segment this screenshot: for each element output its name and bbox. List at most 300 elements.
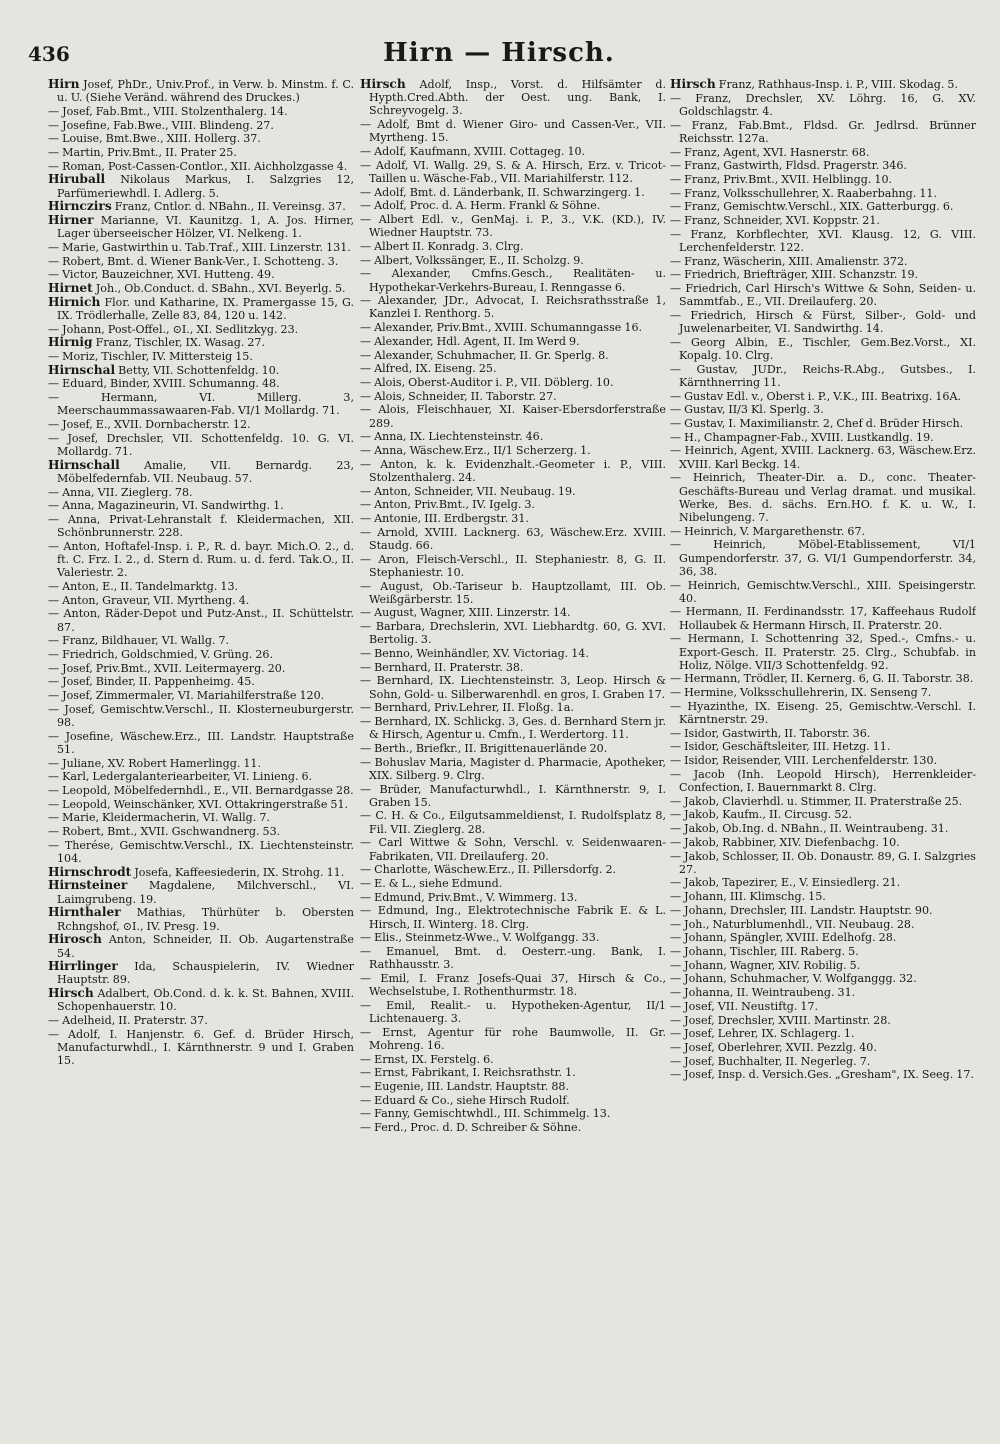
directory-entry (670, 214, 976, 227)
directory-entry (670, 1000, 976, 1013)
entry-text: — Elis., Steinmetz-Wwe., V. Wolfgangg. 33. (360, 931, 600, 945)
directory-entry (360, 620, 666, 646)
directory-entry (48, 432, 354, 458)
directory-entry (360, 376, 666, 389)
directory-entry (48, 866, 354, 879)
entry-text: — Marie, Kleidermacherin, VI. Wallg. 7. (48, 811, 270, 825)
directory-entry (670, 605, 976, 631)
entry-surname: Hirnet (48, 281, 93, 296)
entry-text: — Gustav Edl. v., Oberst i. P., V.K., III. Beatrixg. 16A. (670, 389, 962, 403)
directory-entry (670, 471, 976, 524)
entry-text: — Heinrich, Agent, XVIII. Lacknerg. 63, Wäschew.Erz. XVIII. Karl Beckg. 14. (670, 444, 976, 471)
directory-entry (48, 418, 354, 431)
directory-entry (48, 105, 354, 118)
directory-entry (360, 863, 666, 876)
entry-text: — Edmund, Ing., Elektrotechnische Fabrik E. & L. Hirsch, II. Winterg. 18. Clrg. (360, 904, 666, 931)
entry-text: — Therése, Gemischtw.Verschl., IX. Liechtensteinstr. 104. (48, 838, 354, 866)
directory-entry (48, 839, 354, 865)
entry-text: — Isidor, Reisender, VIII. Lerchenfelderstr. 130. (670, 754, 938, 768)
directory-entry (360, 1053, 666, 1066)
directory-entry (670, 119, 976, 145)
entry-text: — Robert, Bmt., XVII. Gschwandnerg. 53. (48, 825, 281, 839)
directory-entry (360, 945, 666, 971)
entry-surname: Hirsch (360, 78, 406, 91)
directory-entry (670, 890, 976, 903)
directory-entry (48, 391, 354, 417)
entry-text: — Eduard, Binder, XVIII. Schumanng. 48. (48, 377, 280, 391)
entry-text: — Alexander, Priv.Bmt., XVIII. Schumanngasse 16. (360, 321, 643, 335)
directory-entry (48, 960, 354, 986)
directory-entry (48, 1014, 354, 1027)
entry-text: — E. & L., siehe Edmund. (360, 876, 503, 890)
entry-text: — Berth., Briefkr., II. Brigittenauerlände 20. (360, 741, 608, 755)
directory-entry (670, 945, 976, 958)
entry-text: — Barbara, Drechslerin, XVI. Liebhardtg. 60, G. XVI. Bertolig. 3. (360, 620, 666, 647)
entry-text: — Brüder, Manufacturwhdl., I. Kärnthnerstr. 9, I. Graben 15. (360, 782, 666, 809)
entry-surname: Hirner (48, 213, 94, 228)
directory-entry (48, 200, 354, 213)
directory-entry (360, 294, 666, 320)
entry-text: — Hermann, I. Schottenring 32, Sped.-, Cmfns.- u. Export-Gesch. II. Praterstr. 25. Clrg., Schubfab. in Holiz, Nölge. VII/3 Schottenfeldg. 92. (670, 632, 976, 672)
entry-text: — Antonie, III. Erdbergstr. 31. (360, 512, 529, 525)
entry-text: — Ferd., Proc. d. D. Schreiber & Söhne. (360, 1121, 582, 1135)
directory-entry (360, 674, 666, 700)
entry-text: Ida, Schauspielerin, IV. Wiedner Hauptstr. 89. (57, 960, 354, 987)
entry-text: — Josef, Priv.Bmt., XVII. Leitermayerg. 20. (48, 661, 286, 675)
entry-text: Nikolaus Markus, I. Salzgries 12, Parfümeriewhdl. I. Adlerg. 5. (57, 173, 354, 200)
entry-text: — Benno, Weinhändler, XV. Victoriag. 14. (360, 647, 589, 661)
directory-entry (360, 430, 666, 443)
entry-surname: Hirnczirs (48, 199, 112, 214)
directory-entry (360, 199, 666, 212)
directory-entry (670, 78, 976, 91)
directory-entry (670, 187, 976, 200)
directory-entry (360, 756, 666, 782)
entry-text: Amalie, VII. Bernardg. 23, Möbelfedernfab. VII. Neubaug. 57. (57, 458, 354, 485)
entry-surname: Hirn (48, 78, 80, 91)
directory-entry (48, 906, 354, 932)
directory-entry (48, 798, 354, 811)
entry-text: Franz, Rathhaus-Insp. i. P., VIII. Skodag. 5. (718, 78, 959, 91)
entry-text: — August, Ob.-Tariseur b. Hauptzollamt, III. Ob. Weißgärberstr. 15. (360, 579, 666, 606)
entry-text: — Josef, Gemischtw.Verschl., II. Klosterneuburgerstr. 98. (48, 702, 354, 730)
directory-entry (360, 809, 666, 835)
entry-text: — Alois, Fleischhauer, XI. Kaiser-Ebersdorferstraße 289. (360, 403, 666, 430)
directory-entry (670, 700, 976, 726)
directory-entry (360, 1066, 666, 1079)
directory-entry (670, 972, 976, 985)
directory-entry (48, 594, 354, 607)
entry-text: — Eduard & Co., siehe Hirsch Rudolf. (360, 1093, 570, 1107)
entry-surname: Hirnschall (48, 457, 120, 472)
directory-entry (48, 282, 354, 295)
entry-text: — Anton, Priv.Bmt., IV. Igelg. 3. (360, 498, 535, 512)
entry-surname: Hirsch (48, 986, 94, 1001)
directory-entry (360, 118, 666, 144)
entry-text: — Louise, Bmt.Bwe., XIII. Hollerg. 37. (48, 132, 261, 146)
entry-text: — Alexander, Hdl. Agent, II. Im Werd 9. (360, 334, 580, 348)
directory-entry (670, 632, 976, 672)
entry-text: — C. H. & Co., Eilgutsammeldienst, I. Rudolfsplatz 8, Fil. VII. Zieglerg. 28. (360, 809, 666, 836)
directory-entry (360, 891, 666, 904)
entry-text: — Leopold, Möbelfedernhdl., E., VII. Bernardgasse 28. (48, 784, 354, 798)
entry-text: — Anna, Wäschew.Erz., II/1 Scherzerg. 1. (360, 443, 591, 457)
directory-entry (670, 822, 976, 835)
directory-entry (670, 268, 976, 281)
entry-text: — Carl Wittwe & Sohn, Verschl. v. Seidenwaaren-Fabrikaten, VII. Dreilauferg. 20. (360, 836, 666, 863)
directory-entry (670, 931, 976, 944)
directory-entry (670, 959, 976, 972)
entry-text: — Franz, Bildhauer, VI. Wallg. 7. (48, 634, 230, 648)
directory-entry (670, 579, 976, 605)
directory-entry (670, 159, 976, 172)
entry-text: — Charlotte, Wäschew.Erz., II. Pillersdorfg. 2. (360, 863, 617, 877)
entry-text: — Heinrich, Möbel-Etablissement, VI/1 Gumpendorferstr. 37, G. VI/1 Gumpendorferstr. 34, 36, 38. (670, 538, 976, 578)
directory-entry (48, 540, 354, 580)
directory-entry (670, 1027, 976, 1040)
entry-text: — Josef, E., XVII. Dornbacherstr. 12. (48, 418, 251, 432)
entry-text: — Bohuslav Maria, Magister d. Pharmacie, Apotheker, XIX. Silberg. 9. Clrg. (360, 755, 666, 782)
entry-text: — Josef, Drechsler, XVIII. Martinstr. 28. (670, 1013, 891, 1027)
entry-text: — Josef, Drechsler, VII. Schottenfeldg. 10. G. VI. Mollardg. 71. (48, 431, 354, 458)
entry-text: — Gustav, JUDr., Reichs-R.Abg., Gutsbes., I. Kärnthnerring 11. (670, 362, 976, 389)
entry-text: — Josef, Buchhalter, II. Negerleg. 7. (670, 1054, 871, 1068)
entry-text: — Bernhard, IX. Liechtensteinstr. 3, Leop. Hirsch & Sohn, Gold- u. Silberwarenhdl. en gros, I. Graben 17. (360, 674, 666, 701)
directory-entry (670, 986, 976, 999)
entry-text: — Friedrich, Goldschmied, V. Grüng. 26. (48, 648, 274, 662)
directory-entry (670, 538, 976, 578)
directory-entry (360, 78, 666, 118)
entry-text: — Josefine, Wäschew.Erz., III. Landstr. Hauptstraße 51. (48, 729, 354, 756)
entry-surname: Hirnig (48, 335, 93, 350)
entry-text: — Anton, Räder-Depot und Putz-Anst., II. Schüttelstr. 87. (48, 607, 354, 634)
directory-entry (360, 254, 666, 267)
entry-text: — Josef, Binder, II. Pappenheimg. 45. (48, 675, 255, 689)
entry-text: — Anna, IX. Liechtensteinstr. 46. (360, 430, 544, 444)
entry-text: — Franz, Korbflechter, XVI. Klausg. 12, G. VIII. Lerchenfelderstr. 122. (670, 227, 976, 254)
directory-entry (360, 213, 666, 239)
directory-entry (48, 811, 354, 824)
entry-text: — Josef, VII. Neustiftg. 17. (670, 999, 819, 1013)
entry-text: — Adelheid, II. Praterstr. 37. (48, 1014, 208, 1028)
directory-entry (360, 1080, 666, 1093)
entry-text: Franz, Cntlor. d. NBahn., II. Vereinsg. 37. (114, 200, 346, 214)
directory-entry (48, 825, 354, 838)
directory-entry (670, 1055, 976, 1068)
directory-entry (360, 877, 666, 890)
directory-entry (48, 689, 354, 702)
directory-entry (360, 444, 666, 457)
directory-entry (360, 1026, 666, 1052)
directory-entry (360, 458, 666, 484)
directory-entry (360, 999, 666, 1025)
directory-entry (670, 403, 976, 416)
directory-entry (48, 784, 354, 797)
directory-entry (360, 904, 666, 930)
entry-text: — Edmund, Priv.Bmt., V. Wimmerg. 13. (360, 890, 578, 904)
entry-text: — August, Wagner, XIII. Linzerstr. 14. (360, 606, 571, 620)
directory-entry (670, 876, 976, 889)
directory-entry (670, 363, 976, 389)
entry-text: — Josef, Lehrer, IX. Schlagerg. 1. (670, 1027, 855, 1041)
entry-text: — Adolf, Kaufmann, XVIII. Cottageg. 10. (360, 145, 586, 159)
entry-text: — Heinrich, Gemischtw.Verschl., XIII. Speisingerstr. 40. (670, 578, 976, 605)
entry-text: — Franz, Gemischtw.Verschl., XIX. Gatterburgg. 6. (670, 200, 954, 214)
entry-text: — Hermine, Volksschullehrerin, IX. Senseng 7. (670, 686, 932, 700)
directory-entry (360, 1094, 666, 1107)
entry-text: — Johann, III. Klimschg. 15. (670, 890, 826, 904)
directory-entry (360, 1107, 666, 1120)
directory-entry (360, 240, 666, 253)
column-left (48, 78, 354, 1428)
directory-entry (670, 173, 976, 186)
entry-text: — Anton, Graveur, VII. Myrtheng. 4. (48, 593, 250, 607)
directory-entry (670, 336, 976, 362)
directory-entry (670, 740, 976, 753)
entry-surname: Hirsch (670, 78, 716, 91)
directory-entry (670, 255, 976, 268)
entry-surname: Hirnschal (48, 362, 116, 377)
entry-text: — Bernhard, IX. Schlickg. 3, Ges. d. Bernhard Stern jr. & Hirsch, Agentur u. Cmfn., I. Werdertorg. 11. (360, 715, 666, 742)
directory-entry (48, 364, 354, 377)
entry-surname: Hiruball (48, 172, 106, 187)
directory-entry (360, 661, 666, 674)
entry-text: Marianne, VI. Kaunitzg. 1, A. Jos. Hirner, Lager überseeischer Hölzer, VI. Nelkeng. 1. (57, 214, 354, 241)
entry-surname: Hirrlinger (48, 959, 118, 974)
directory-entry (360, 390, 666, 403)
entry-text: — Leopold, Weinschänker, XVI. Ottakringerstraße 51. (48, 797, 349, 811)
directory-entry (670, 92, 976, 118)
directory-entry (48, 486, 354, 499)
directory-entry (360, 362, 666, 375)
entry-text: — Friedrich, Hirsch & Fürst, Silber-, Gold- und Juwelenarbeiter, VI. Sandwirthg. 14. (670, 308, 976, 336)
directory-entry (670, 146, 976, 159)
directory-entry (48, 987, 354, 1013)
directory-entry (360, 783, 666, 809)
entry-text: — Jakob, Ob.Ing. d. NBahn., II. Weintraubeng. 31. (670, 822, 949, 836)
entry-text: — Bernhard, II. Praterstr. 38. (360, 660, 524, 674)
entry-text: — Aron, Fleisch-Verschl., II. Stephaniestr. 8, G. II. Stephaniestr. 10. (360, 552, 666, 579)
entry-text: — Anton, k. k. Evidenzhalt.-Geometer i. P., VIII. Stolzenthalerg. 24. (360, 457, 666, 484)
entry-text: — Franz, Volksschullehrer, X. Raaberbahng. 11. (670, 186, 937, 200)
directory-entry (670, 727, 976, 740)
entry-text: — Josef, Insp. d. Versich.Ges. „Gresham", IX. Seeg. 17. (670, 1068, 974, 1082)
directory-entry (360, 145, 666, 158)
entry-text: — Isidor, Geschäftsleiter, III. Hetzg. 11. (670, 740, 891, 754)
directory-entry (48, 296, 354, 322)
directory-entry (48, 173, 354, 199)
directory-entry (670, 904, 976, 917)
directory-entry (48, 119, 354, 132)
entry-text: — Heinrich, V. Margarethenstr. 67. (670, 524, 866, 538)
entry-text: — Josefine, Fab.Bwe., VIII. Blindeng. 27. (48, 118, 274, 132)
directory-entry (360, 498, 666, 511)
entry-text: Magdalene, Milchverschl., VI. Laimgrubeng. 19. (57, 879, 354, 906)
directory-entry (360, 349, 666, 362)
directory-entry (48, 757, 354, 770)
entry-text: — Hermann, Trödler, II. Kernerg. 6, G. II. Taborstr. 38. (670, 672, 974, 686)
directory-entry (670, 431, 976, 444)
entry-text: — Karl, Ledergalanteriearbeiter, VI. Linieng. 6. (48, 770, 313, 784)
directory-entry (670, 1014, 976, 1027)
entry-text: — Franz, Gastwirth, Fldsd. Pragerstr. 346. (670, 159, 907, 173)
entry-text: — Adolf, VI. Wallg. 29, S. & A. Hirsch, Erz. v. Tricot-Taillen u. Wäsche-Fab., VII. Mariahilferstr. 112. (360, 158, 666, 185)
entry-text: — Emil, Realit.- u. Hypotheken-Agentur, II/1 Lichtenauerg. 3. (360, 998, 666, 1026)
directory-entry (360, 485, 666, 498)
entry-text: Josef, PhDr., Univ.Prof., in Verw. b. Minstm. f. C. u. U. (Siehe Veränd. während des Druckes.) (57, 78, 354, 105)
directory-entry (360, 931, 666, 944)
directory-entry (670, 795, 976, 808)
directory-entry (48, 241, 354, 254)
entry-text: — Fanny, Gemischtwhdl., III. Schimmelg. 13. (360, 1107, 611, 1121)
directory-entry (48, 160, 354, 173)
entry-text: — Alexander, JDr., Advocat, I. Reichsrathsstraße 1, Kanzlei I. Renthorg. 5. (360, 294, 666, 321)
entry-text: — Johann, Spängler, XVIII. Edelhofg. 28. (670, 931, 897, 945)
entry-text: Adalbert, Ob.Cond. d. k. k. St. Bahnen, XVIII. Schopenhauerstr. 10. (57, 987, 354, 1014)
entry-text: — Josef, Fab.Bmt., VIII. Stolzenthalerg. 14. (48, 104, 288, 118)
entry-text: Flor. und Katharine, IX. Pramergasse 15, G. IX. Trödlerhalle, Zelle 83, 84, 120 u. 142. (57, 295, 354, 322)
entry-text: — Hyazinthe, IX. Eiseng. 25, Gemischtw.-Verschl. I. Kärntnerstr. 29. (670, 699, 976, 727)
entry-text: — Jakob, Tapezirer, E., V. Einsiedlerg. 21. (670, 876, 901, 890)
entry-text: — Josef, Zimmermaler, VI. Mariahilferstraße 120. (48, 689, 325, 703)
entry-text: — Johann, Tischler, III. Raberg. 5. (670, 945, 859, 958)
directory-entry (670, 836, 976, 849)
directory-entry (48, 132, 354, 145)
directory-entry (360, 715, 666, 741)
directory-entry (360, 403, 666, 429)
directory-entry (360, 836, 666, 862)
directory-entry (670, 282, 976, 308)
directory-entry (48, 1028, 354, 1068)
entry-text: — Franz, Fab.Bmt., Fldsd. Gr. Jedlrsd. Brünner Reichsstr. 127a. (670, 118, 976, 145)
entry-text: Josefa, Kaffeesiederin, IX. Strohg. 11. (134, 865, 345, 879)
entry-text: — Albert II. Konradg. 3. Clrg. (360, 239, 524, 253)
entry-text: Betty, VII. Schottenfeldg. 10. (118, 363, 280, 377)
directory-entry (360, 267, 666, 293)
entry-surname: Hirnthaler (48, 905, 121, 920)
directory-entry (48, 377, 354, 390)
directory-entry (670, 686, 976, 699)
entry-text: — Johann, Drechsler, III. Landstr. Hauptstr. 90. (670, 903, 933, 917)
directory-entry (48, 323, 354, 336)
entry-text: — Franz, Drechsler, XV. Löhrg. 16, G. XV. Goldschlagstr. 4. (670, 91, 976, 118)
entry-text: — Johann, Schuhmacher, V. Wolfganggg. 32. (670, 972, 917, 986)
page-number: 436 (28, 42, 70, 66)
entry-text: — Alexander, Cmfns.Gesch., Realitäten- u. Hypothekar-Verkehrs-Bureau, I. Renngasse 6. (360, 267, 666, 294)
directory-entry (48, 513, 354, 539)
directory-entry (48, 662, 354, 675)
entry-text: — Friedrich, Carl Hirsch's Wittwe & Sohn, Seiden- u. Sammtfab., E., VII. Dreilauferg. 20. (670, 282, 976, 309)
entry-text: — Jakob, Clavierhdl. u. Stimmer, II. Praterstraße 25. (670, 794, 963, 808)
entry-text: — Johanna, II. Weintraubeng. 31. (670, 986, 856, 1000)
entry-text: — Anna, Privat-Lehranstalt f. Kleidermachen, XII. Schönbrunnerstr. 228. (48, 513, 354, 540)
entry-text: — Emanuel, Bmt. d. Oesterr.-ung. Bank, I. Rathhausstr. 3. (360, 945, 666, 972)
entry-text: — Joh., Naturblumenhdl., VII. Neubaug. 28. (670, 917, 915, 931)
directory-entry (670, 525, 976, 538)
entry-text: — Martin, Priv.Bmt., II. Prater 25. (48, 146, 237, 160)
directory-entry (48, 730, 354, 756)
entry-text: Joh., Ob.Conduct. d. SBahn., XVI. Beyerlg. 5. (95, 282, 346, 296)
entry-text: — Adolf, I. Hanjenstr. 6. Gef. d. Brüder Hirsch, Manufacturwhdl., I. Kärnthnerstr. 9 und I. Graben 15. (48, 1027, 354, 1068)
directory-entry (360, 159, 666, 185)
entry-text: — Ernst, IX. Ferstelg. 6. (360, 1052, 494, 1066)
column-middle (360, 78, 666, 1428)
entry-text: — H., Champagner-Fab., XVIII. Lustkandlg. 19. (670, 430, 934, 444)
entry-text: — Josef, Oberlehrer, XVII. Pezzlg. 40. (670, 1040, 877, 1054)
entry-text: — Jacob (Inh. Leopold Hirsch), Herrenkleider-Confection, I. Bauernmarkt 8. Clrg. (670, 767, 976, 795)
entry-surname: Hirosch (48, 932, 102, 947)
entry-surname: Hirnschrodt (48, 864, 132, 879)
directory-entry (48, 675, 354, 688)
directory-entry (48, 214, 354, 240)
entry-text: — Adolf, Bmt. d. Länderbank, II. Schwarzingerg. 1. (360, 185, 645, 199)
directory-entry (670, 768, 976, 794)
entry-text: — Victor, Bauzeichner, XVI. Hutteng. 49. (48, 268, 275, 282)
entry-text: — Johann, Wagner, XIV. Robilig. 5. (670, 958, 861, 972)
directory-entry (360, 512, 666, 525)
directory-entry (48, 703, 354, 729)
entry-text: — Anna, VII. Zieglerg. 78. (48, 485, 193, 499)
entry-text: — Robert, Bmt. d. Wiener Bank-Ver., I. Schotteng. 3. (48, 254, 339, 268)
entry-text: — Franz, Priv.Bmt., XVII. Helblingg. 10. (670, 172, 893, 186)
directory-entry (670, 754, 976, 767)
directory-entry (670, 417, 976, 430)
entry-text: — Anton, E., II. Tandelmarktg. 13. (48, 580, 239, 594)
entry-text: — Franz, Schneider, XVI. Koppstr. 21. (670, 214, 880, 228)
entry-text: — Alois, Oberst-Auditor i. P., VII. Döblerg. 10. (360, 375, 614, 389)
entry-surname: Hirnsteiner (48, 878, 128, 893)
directory-entry (360, 1121, 666, 1134)
directory-entry (48, 350, 354, 363)
entry-text: — Albert, Volkssänger, E., II. Scholzg. 9. (360, 253, 584, 267)
entry-text: Anton, Schneider, II. Ob. Augartenstraße 54. (57, 933, 354, 960)
directory-entry (670, 1041, 976, 1054)
entry-text: — Ernst, Agentur für rohe Baumwolle, II. Gr. Mohreng. 16. (360, 1025, 666, 1052)
directory-entry (48, 255, 354, 268)
entry-text: — Albert Edl. v., GenMaj. i. P., 3., V.K. (KD.), IV. Wiedner Hauptstr. 73. (360, 213, 666, 240)
directory-entry (360, 972, 666, 998)
directory-entry (48, 268, 354, 281)
directory-entry (670, 672, 976, 685)
entry-text: — Anna, Magazineurin, VI. Sandwirthg. 1. (48, 499, 284, 513)
entry-text: Franz, Tischler, IX. Wasag. 27. (95, 336, 266, 350)
directory-entry (360, 526, 666, 552)
directory-entry (360, 606, 666, 619)
directory-entry (360, 335, 666, 348)
entry-text: — Emil, I. Franz Josefs-Quai 37, Hirsch & Co., Wechselstube, I. Rothenthurmstr. 18. (360, 971, 666, 999)
directory-entry (48, 499, 354, 512)
directory-entry (670, 1068, 976, 1081)
directory-entry (670, 918, 976, 931)
directory-entry (670, 850, 976, 876)
directory-entry (360, 553, 666, 579)
directory-entry (670, 228, 976, 254)
entry-text: — Isidor, Gastwirth, II. Taborstr. 36. (670, 726, 871, 740)
directory-entry (48, 607, 354, 633)
running-title: Hirn — Hirsch. (383, 38, 615, 68)
directory-entry (48, 78, 354, 104)
entry-text: — Gustav, II/3 Kl. Sperlg. 3. (670, 403, 824, 417)
entry-text: Mathias, Thürhüter b. Obersten Rchngshof, ⊙I., IV. Presg. 19. (57, 906, 354, 933)
entry-text: — Moriz, Tischler, IV. Mittersteig 15. (48, 350, 253, 364)
directory-entry (48, 879, 354, 905)
column-right (670, 78, 976, 1428)
directory-entry (48, 770, 354, 783)
directory-entry (360, 647, 666, 660)
entry-text: — Alexander, Schuhmacher, II. Gr. Sperlg. 8. (360, 348, 609, 362)
directory-entry (670, 200, 976, 213)
entry-text: — Adolf, Proc. d. A. Herm. Frankl & Söhne. (360, 199, 601, 213)
